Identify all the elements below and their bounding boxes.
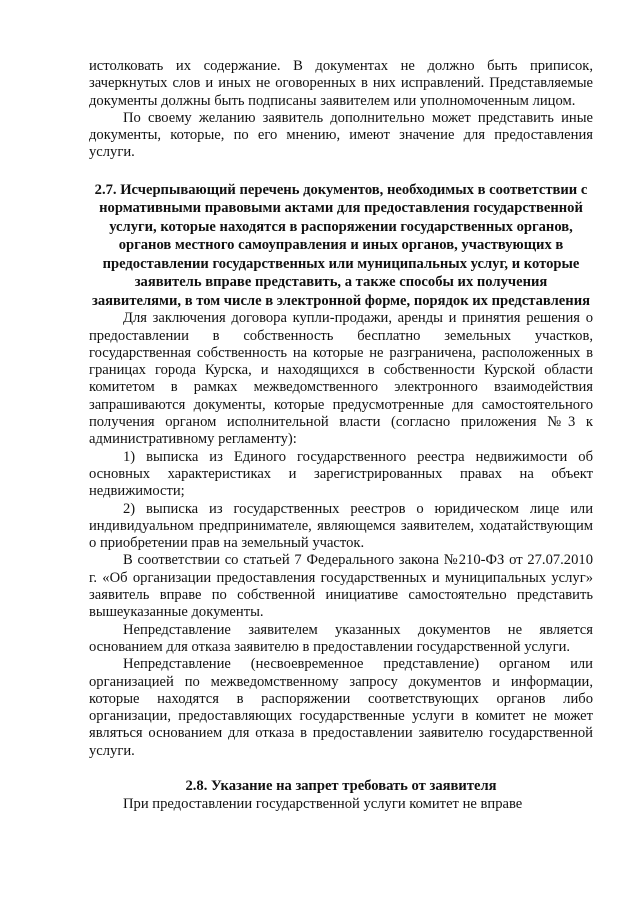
paragraph: Для заключения договора купли-продажи, аренды и принятия решения о предоставлении в собственность бесплатно земельных участков, государственная собственность на которые не разграничена, расположенных в границах города Курска, и находящихся в собственности Курской области комитетом в рамках межведомственного электронного взаимодействия запрашиваются документы, которые предусмотренные для самостоятельного получения органом исполнительной власти (согласно приложения №3 к административному регламенту):	[89, 310, 593, 448]
section-heading-2-8: 2.8. Указание на запрет требовать от заявителя	[185, 778, 497, 794]
paragraph: Непредставление заявителем указанных документов не является основанием для отказа заявителю в предоставлении государственной услуги.	[89, 621, 593, 655]
paragraph: По своему желанию заявитель дополнительно может представить иные документы, которые, по его мнению, имеют значение для предоставления услуги.	[89, 109, 593, 161]
list-item: 2) выписка из государственных реестров о юридическом лице или индивидуальном предпринимателе, являющемся заявителем, ходатайствующим о приобретении прав на земельный участок.	[89, 500, 593, 552]
document-page	[89, 58, 593, 813]
paragraph: При предоставлении государственной услуги комитет не вправе	[123, 795, 523, 812]
paragraph: В соответствии со статьей 7 Федерального закона №210-ФЗ от 27.07.2010 г. «Об организации предоставления государственных и муниципальных услуг» заявитель вправе по собственной инициативе самостоятельно представить вышеуказанные документы.	[89, 552, 593, 621]
paragraph: истолковать их содержание. В документах не должно быть приписок, зачеркнутых слов и иных не оговоренных в них исправлений. Представляемые документы должны быть подписаны заявителем или уполномоченным лицом.	[89, 58, 593, 109]
spacer	[89, 162, 593, 181]
spacer	[89, 760, 593, 777]
section-heading-2-7: 2.7. Исчерпывающий перечень документов, необходимых в соответствии с нормативными правовыми актами для предоставления государственной услуги, которые находятся в распоряжении государственных органов, органов местного самоуправления и иных органов, участвующих в предоставлении государственных или муниципальных услуг, и которые заявитель вправе представить, а также способы их получения заявителями, в том числе в электронной форме, порядок их представления	[91, 181, 591, 309]
list-item: 1) выписка из Единого государственного реестра недвижимости об основных характеристиках и зарегистрированных правах на объект недвижимости;	[89, 448, 593, 500]
paragraph: Непредставление (несвоевременное представление) органом или организацией по межведомственному запросу документов и информации, которые находятся в распоряжении соответствующих органов либо организации, предоставляющих государственные услуги в комитет не может являться основанием для отказа в предоставлении заявителю государственной услуги.	[89, 656, 593, 759]
